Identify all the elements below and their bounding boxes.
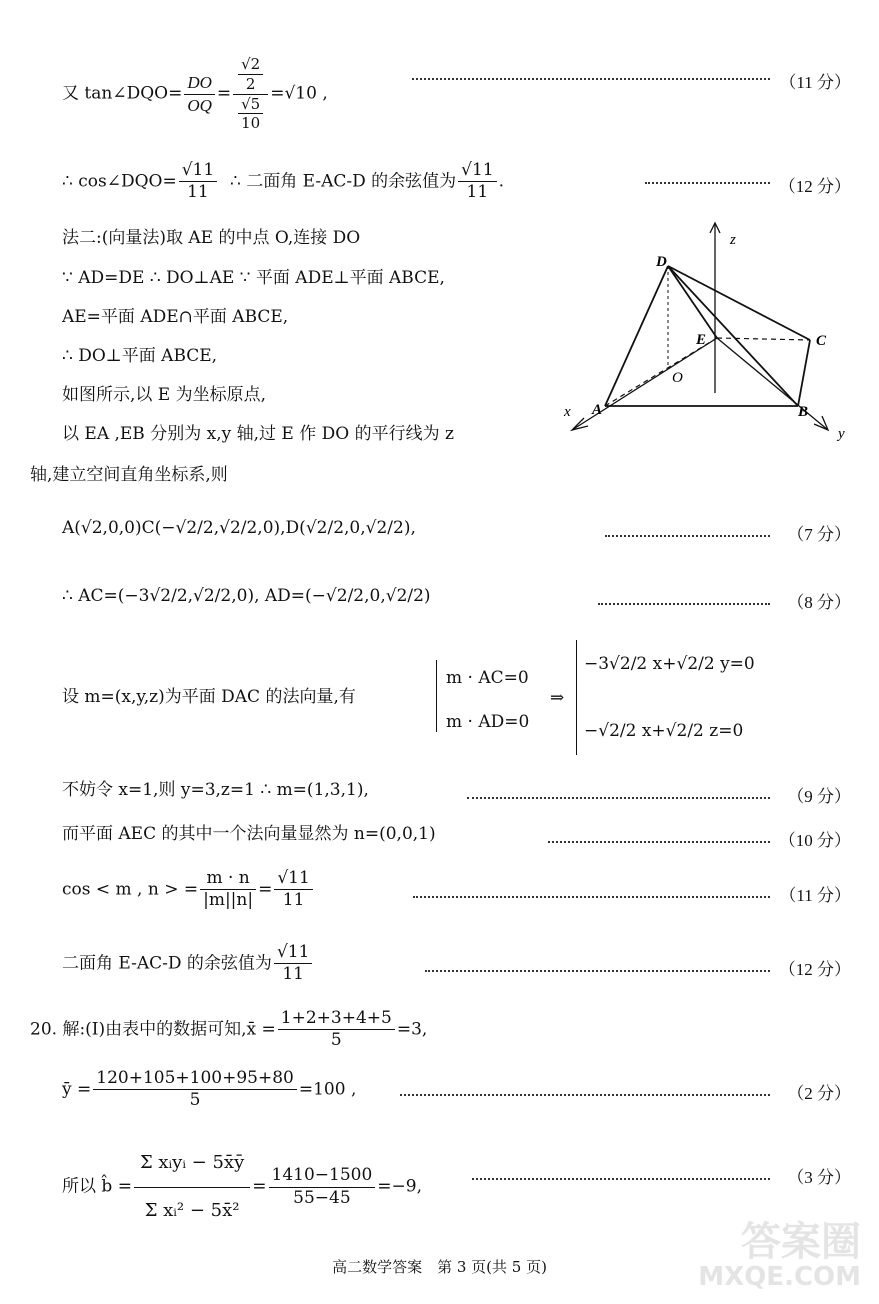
line-bhat: 所以 b̂ = $\frac{\text{Σ xᵢyᵢ − 5x̄ȳ}}{\text{Σ xᵢ² − 5x̄²}}$ = $\frac{1410-1500}{55-45}$ =−9, [62, 1140, 422, 1234]
implies: ⇒ [550, 688, 565, 708]
m2-line7: 轴,建立空间直角坐标系,则 [30, 465, 228, 485]
score: （11 分） [779, 73, 851, 92]
m2-line4: ∴ DO⊥平面 ABCE, [62, 346, 218, 366]
edge-db [668, 266, 798, 406]
label-d: D [656, 254, 667, 270]
sys-eq1: m · AC=0 [446, 668, 529, 688]
edge-dc [668, 266, 810, 340]
line-tan: 又 tan∠DQO= $\frac{DO}{OQ}$ = $\frac{\frac{√2}{2}}{\frac{√5}{10}}$ =√10 , [62, 55, 328, 133]
edge-ae [605, 338, 717, 406]
leader-dots [425, 970, 770, 972]
text-eq: =√10 , [270, 83, 328, 104]
leader-dots [548, 841, 770, 843]
frac: $\frac{120+105+100+95+80}{5}$ [93, 1068, 297, 1112]
line-coords: A(√2,0,0)C(−√2/2,√2/2,0),D(√2/2,0,√2/2), [62, 518, 416, 538]
line-q20 [30, 1008, 427, 1052]
text: 又 tan∠DQO= [62, 83, 183, 104]
frac-nested: $\frac{\frac{√2}{2}}{\frac{√5}{10}}$ [233, 55, 268, 133]
leader-dots [605, 535, 770, 537]
brace-left [436, 660, 437, 732]
leader-dots [413, 896, 770, 898]
m2-line5: 如图所示,以 E 为坐标原点, [62, 385, 267, 405]
leader-dots [400, 1094, 770, 1096]
label-b: B [798, 404, 809, 420]
frac: $\frac{1410-1500}{55-45}$ [269, 1165, 376, 1209]
edge-da [605, 266, 668, 406]
m2-line3: AE=平面 ADE∩平面 ABCE, [62, 307, 289, 327]
page-footer: 高二数学答案 第 3 页(共 5 页) [332, 1258, 547, 1276]
leader-dots [472, 1178, 770, 1180]
score: （3 分） [787, 1168, 851, 1187]
frac: $\frac{√11}{11}$ [179, 160, 217, 204]
m2-line2: ∵ AD=DE ∴ DO⊥AE ∵ 平面 ADE⊥平面 ABCE, [62, 268, 445, 288]
text: =−9, [377, 1176, 422, 1197]
label-e: E [696, 332, 707, 348]
label-z: z [730, 232, 736, 248]
line-normal: 设 m=(x,y,z)为平面 DAC 的法向量,有 [62, 687, 356, 707]
text: =3, [396, 1019, 428, 1040]
text: 20. 解:(Ⅰ)由表中的数据可知,x̄ = [30, 1019, 276, 1040]
m2-line1: 法二:(向量法)取 AE 的中点 O,连接 DO [62, 228, 361, 248]
text: =100 , [298, 1079, 357, 1100]
score: （8 分） [787, 593, 851, 612]
edge-bc [798, 340, 810, 406]
frac: $\frac{m \cdot n}{|m||n|}$ [200, 868, 256, 912]
line-answer [62, 942, 314, 986]
sys-eq2: m · AD=0 [446, 712, 530, 732]
label-o: O [672, 370, 683, 386]
leader-dots [467, 797, 770, 799]
line-cos-mn: cos < m , n > = $\frac{m \cdot n}{|m||n|}$ = $\frac{√11}{11}$ [62, 868, 315, 912]
text: 二面角 E-AC-D 的余弦值为 [62, 953, 272, 974]
score: （10 分） [778, 831, 851, 850]
line-vectors: ∴ AC=(−3√2/2,√2/2,0), AD=(−√2/2,0,√2/2) [62, 586, 431, 606]
text: 所以 b̂ = [62, 1176, 132, 1197]
line-ybar [62, 1068, 356, 1112]
edge-de [668, 266, 717, 338]
score: （2 分） [787, 1084, 851, 1103]
label-c: C [816, 333, 827, 349]
score: （11 分） [779, 886, 851, 905]
leader-dots [598, 603, 770, 605]
edge-ec [717, 338, 810, 340]
text: ∴ cos∠DQO= [62, 171, 177, 192]
frac: $\frac{√11}{11}$ [274, 868, 312, 912]
frac: $\frac{√11}{11}$ [274, 942, 312, 986]
m2-line6: 以 EA ,EB 分别为 x,y 轴,过 E 作 DO 的平行线为 z [62, 424, 454, 444]
line-let: 不妨令 x=1,则 y=3,z=1 ∴ m=(1,3,1), [62, 780, 369, 800]
label-y: y [838, 426, 845, 442]
label-x: x [564, 404, 571, 420]
score: （9 分） [787, 787, 851, 806]
frac: $\frac{√11}{11}$ [458, 160, 496, 204]
score: （7 分） [787, 525, 851, 544]
text: ∴ 二面角 E-AC-D 的余弦值为 [229, 171, 457, 192]
score: （12 分） [778, 177, 851, 196]
res-eq2: −√2/2 x+√2/2 z=0 [584, 721, 744, 741]
res-eq1: −3√2/2 x+√2/2 y=0 [584, 654, 755, 674]
text: cos < m , n > = [62, 879, 199, 900]
watermark-logo: 答案圈 [741, 1219, 861, 1265]
score: （12 分） [778, 960, 851, 979]
text: . [498, 171, 505, 192]
brace-right [576, 640, 577, 755]
leader-dots [412, 78, 770, 80]
text: ȳ = [62, 1079, 92, 1100]
frac-do-oq: $\frac{DO}{OQ}$ [184, 72, 215, 116]
frac-sum: $\frac{\text{Σ xᵢyᵢ − 5x̄ȳ}}{\text{Σ xᵢ² − 5x̄²}}$ [134, 1140, 250, 1234]
geometry-figure [560, 218, 860, 448]
watermark-url: MXQE.COM [698, 1262, 861, 1292]
label-a: A [592, 402, 603, 418]
frac: $\frac{1+2+3+4+5}{5}$ [278, 1008, 395, 1052]
leader-dots [645, 182, 770, 184]
line-cos [62, 160, 504, 204]
line-plane2: 而平面 AEC 的其中一个法向量显然为 n=(0,0,1) [62, 824, 436, 844]
y-axis [717, 338, 828, 430]
